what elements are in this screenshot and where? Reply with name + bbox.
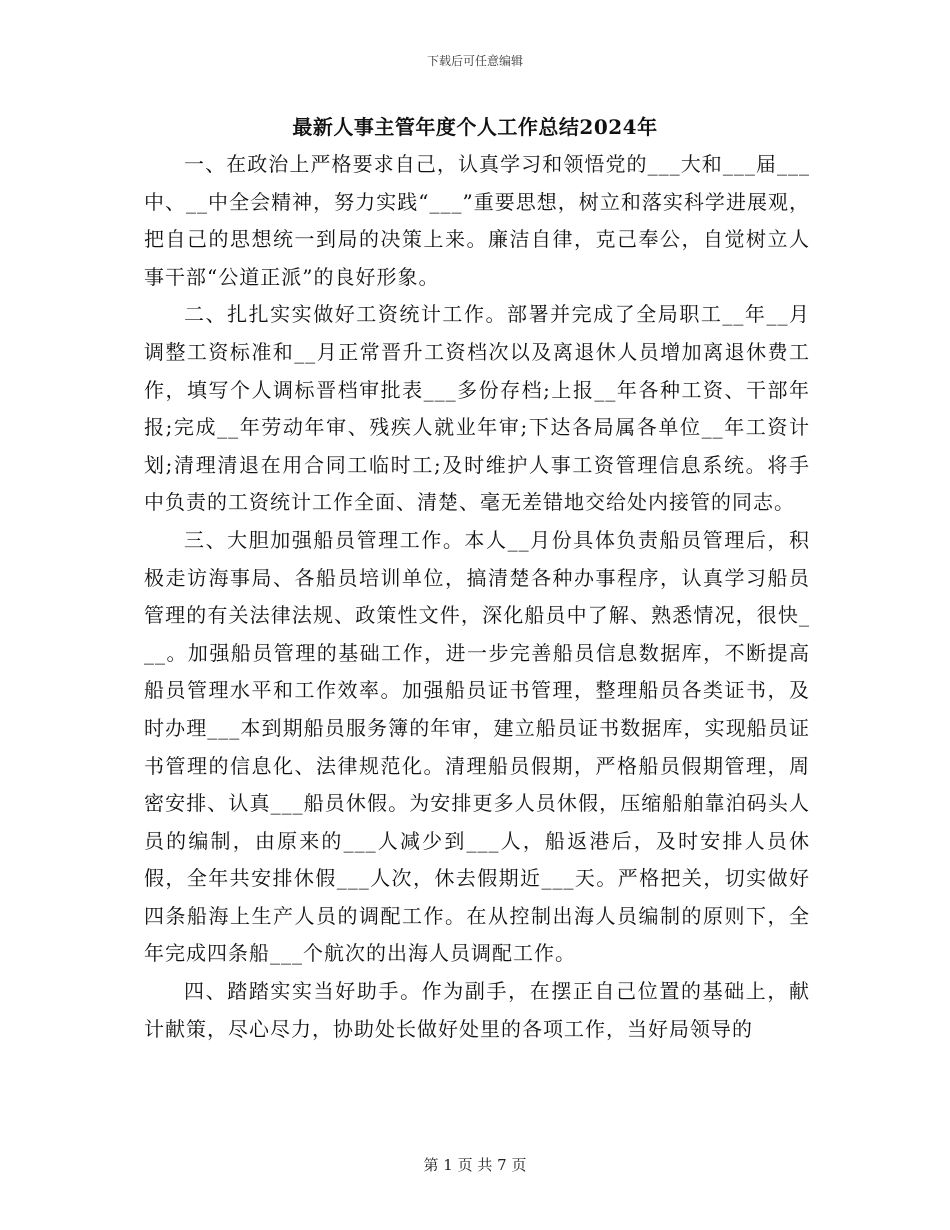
paragraph-2: 二、扎扎实实做好工资统计工作。部署并完成了全局职工__年__月调整工资标准和__月正常晋升工资档次以及离退休人员增加离退休费工作，填写个人调标晋档审批表___多份存档;上报__年各种工资、干部年报;完成__年劳动年审、残疾人就业年审;下达各局属各单位__年工资计划;清理清退在用合同工临时工;及时维护人事工资管理信息系统。将手中负责的工资统计工作全面、清楚、毫无差错地交给处内接管的同志。 [144, 302, 810, 515]
page-header-note: 下载后可任意编辑 [426, 54, 523, 68]
paragraph-4: 四、踏踏实实当好助手。作为副手，在摆正自己位置的基础上，献计献策，尽心尽力，协助处长做好处里的各项工作，当好局领导的 [144, 979, 810, 1041]
document-title: 最新人事主管年度个人工作总结2024年 [292, 115, 658, 139]
page-number: 第 1 页 共 7 页 [423, 1156, 527, 1174]
paragraph-1: 一、在政治上严格要求自己，认真学习和领悟党的___大和___届___中、__中全会精神，努力实践“___”重要思想，树立和落实科学进展观，把自己的思想统一到局的决策上来。廉洁自律，克己奉公，自觉树立人事干部“公道正派”的良好形象。 [144, 152, 810, 289]
document-body [144, 146, 810, 1048]
paragraph-3: 三、大胆加强船员管理工作。本人__月份具体负责船员管理后，积极走访海事局、各船员培训单位，搞清楚各种办事程序，认真学习船员管理的有关法律法规、政策性文件，深化船员中了解、熟悉情况，很快___。加强船员管理的基础工作，进一步完善船员信息数据库，不断提高船员管理水平和工作效率。加强船员证书管理，整理船员各类证书，及时办理___本到期船员服务簿的年审，建立船员证书数据库，实现船员证书管理的信息化、法律规范化。清理船员假期，严格船员假期管理，周密安排、认真___船员休假。为安排更多人员休假，压缩船舶靠泊码头人员的编制，由原来的___人减少到___人，船返港后，及时安排人员休假，全年共安排休假___人次，休去假期近___天。严格把关，切实做好四条船海上生产人员的调配工作。在从控制出海人员编制的原则下，全年完成四条船___个航次的出海人员调配工作。 [144, 527, 810, 966]
